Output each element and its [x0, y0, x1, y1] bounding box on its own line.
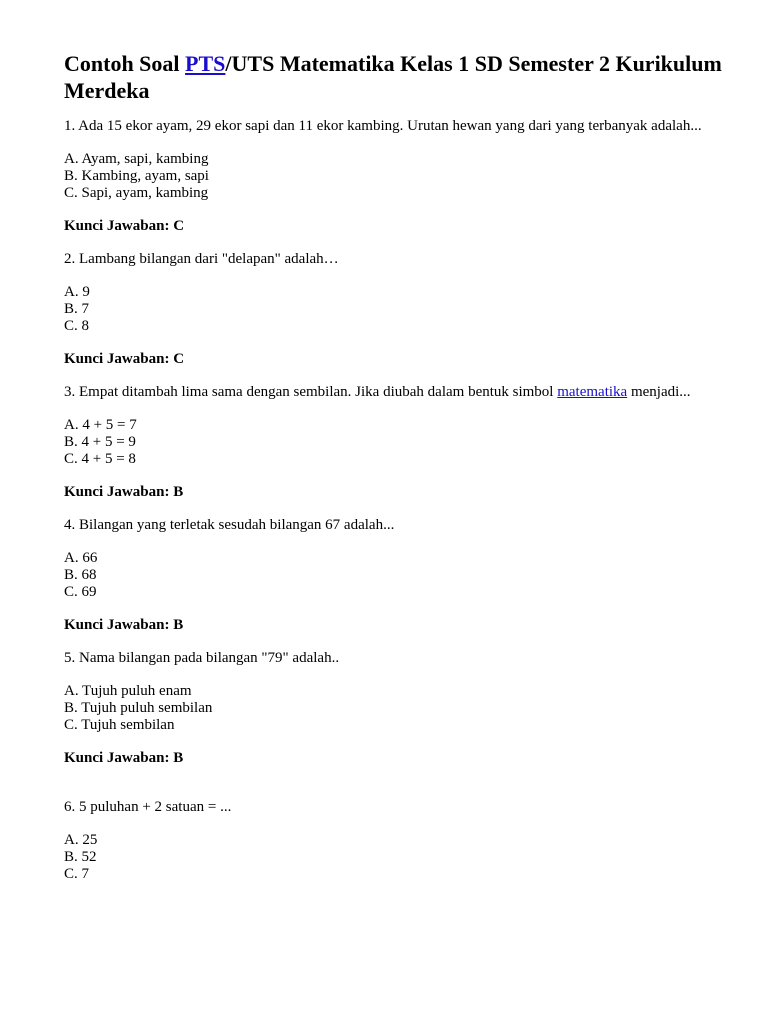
option-2c: C. 8: [64, 318, 90, 334]
option-3c: C. 4 + 5 = 8: [64, 451, 136, 467]
question-4: 4. Bilangan yang terletak sesudah bilangan 67 adalah...: [64, 517, 395, 533]
page-title: [64, 50, 728, 104]
answer-key-1: Kunci Jawaban: C: [64, 218, 185, 234]
answer-key-4: Kunci Jawaban: B: [64, 617, 184, 633]
question-2: 2. Lambang bilangan dari "delapan" adalah…: [64, 251, 339, 267]
option-6a: A. 25: [64, 832, 98, 848]
question-1: 1. Ada 15 ekor ayam, 29 ekor sapi dan 11 ekor kambing. Urutan hewan yang dari yang terbanyak adalah...: [64, 118, 702, 134]
question-3-text-before: 3. Empat ditambah lima sama dengan sembilan. Jika diubah dalam bentuk simbol: [64, 384, 558, 400]
title-prefix: Contoh Soal: [64, 51, 186, 76]
options-6: [64, 832, 728, 883]
option-5a: A. Tujuh puluh enam: [64, 683, 192, 699]
option-4c: C. 69: [64, 584, 97, 600]
option-4b: B. 68: [64, 567, 97, 583]
option-1c: C. Sapi, ayam, kambing: [64, 185, 209, 201]
question-3-text-after: menjadi...: [627, 384, 691, 400]
title-link-pts[interactable]: PTS: [185, 51, 226, 76]
option-5c: C. Tujuh sembilan: [64, 717, 175, 733]
options-3: [64, 417, 728, 468]
options-2: [64, 284, 728, 335]
option-5b: B. Tujuh puluh sembilan: [64, 700, 213, 716]
option-1a: A. Ayam, sapi, kambing: [64, 151, 209, 167]
question-3: [64, 384, 728, 401]
option-1b: B. Kambing, ayam, sapi: [64, 168, 209, 184]
option-6b: B. 52: [64, 849, 97, 865]
answer-key-5: Kunci Jawaban: B: [64, 750, 184, 766]
option-3b: B. 4 + 5 = 9: [64, 434, 136, 450]
title-suffix: /UTS Matematika Kelas 1 SD Semester 2 Kurikulum Merdeka: [64, 51, 722, 103]
option-2a: A. 9: [64, 284, 90, 300]
answer-key-2: Kunci Jawaban: C: [64, 351, 185, 367]
options-5: [64, 683, 728, 734]
option-4a: A. 66: [64, 550, 98, 566]
options-1: [64, 151, 728, 202]
options-4: [64, 550, 728, 601]
question-5: 5. Nama bilangan pada bilangan "79" adalah..: [64, 650, 340, 666]
option-3a: A. 4 + 5 = 7: [64, 417, 137, 433]
answer-key-3: Kunci Jawaban: B: [64, 484, 184, 500]
question-3-link-matematika[interactable]: matematika: [557, 384, 628, 400]
option-6c: C. 7: [64, 866, 90, 882]
question-6: 6. 5 puluhan + 2 satuan = ...: [64, 799, 232, 815]
option-2b: B. 7: [64, 301, 90, 317]
